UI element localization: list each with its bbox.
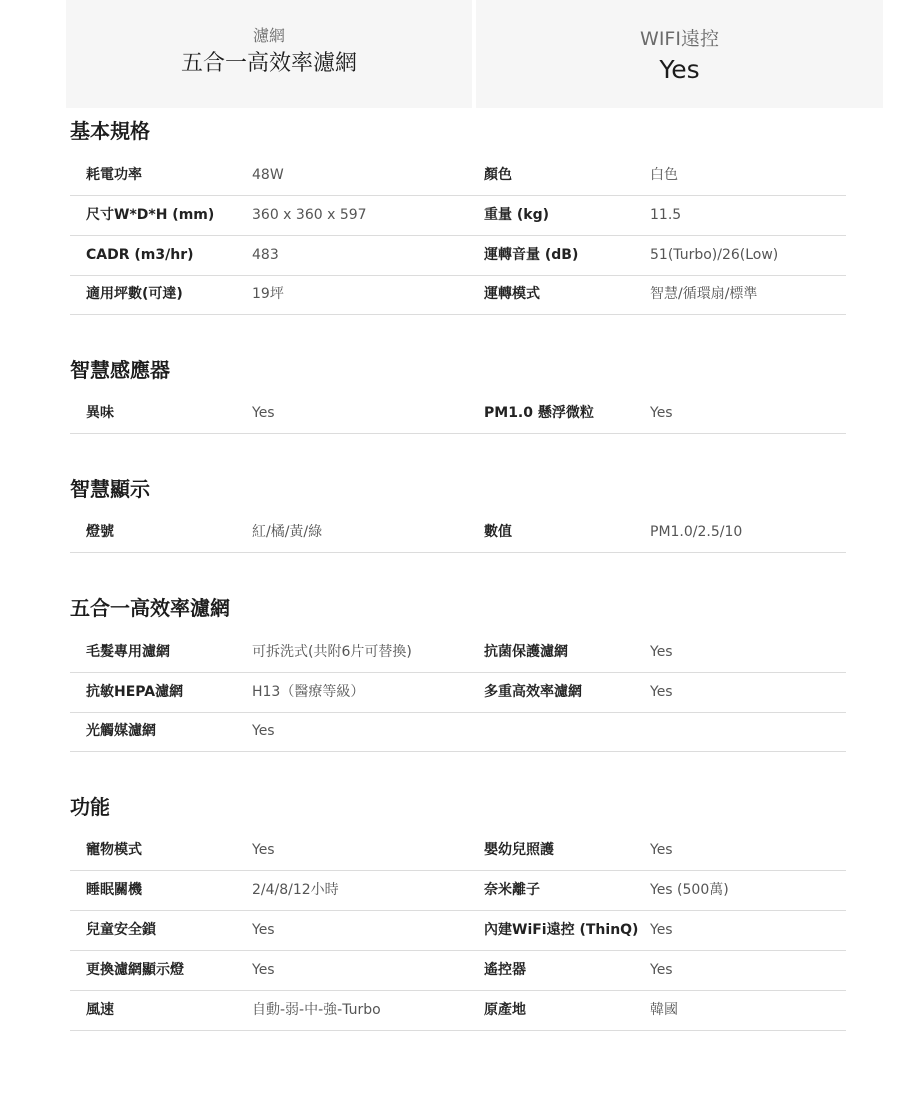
spec-key: CADR (m3/hr): [86, 247, 194, 263]
spec-value: Yes: [650, 962, 673, 978]
wifi-summary-card: [476, 0, 883, 108]
spec-key: 運轉音量 (dB): [484, 247, 579, 263]
spec-key: 尺寸W*D*H (mm): [86, 207, 215, 223]
spec-value: 48W: [252, 167, 284, 183]
section-title-basic-specs: 基本規格: [70, 119, 150, 143]
spec-row: [70, 950, 846, 991]
spec-value: Yes: [252, 405, 275, 421]
spec-row: [70, 274, 846, 315]
spec-value: 360 x 360 x 597: [252, 207, 367, 223]
spec-value: Yes: [650, 405, 673, 421]
spec-row: [70, 632, 846, 673]
spec-key: PM1.0 懸浮微粒: [484, 405, 594, 421]
section-title-filter: 五合一高效率濾網: [70, 596, 230, 620]
spec-row: [70, 512, 846, 553]
spec-row: [70, 195, 846, 236]
spec-key: 更換濾網顯示燈: [86, 962, 184, 978]
spec-key: 耗電功率: [86, 167, 142, 183]
spec-key: 異味: [86, 405, 114, 421]
spec-value: 自動-弱-中-強-Turbo: [252, 1002, 381, 1018]
spec-value: H13（醫療等級）: [252, 684, 365, 700]
spec-value: 51(Turbo)/26(Low): [650, 247, 779, 263]
spec-row: [70, 393, 846, 434]
spec-value: 2/4/8/12小時: [252, 882, 339, 898]
spec-key: 光觸媒濾網: [86, 723, 156, 739]
spec-value: Yes: [650, 644, 673, 660]
spec-value: Yes: [650, 684, 673, 700]
spec-row: [70, 155, 846, 196]
spec-value: PM1.0/2.5/10: [650, 524, 743, 540]
spec-key: 奈米離子: [484, 882, 540, 898]
wifi-label: WIFI遠控: [640, 28, 719, 50]
filter-value: 五合一高效率濾網: [180, 51, 357, 76]
spec-value: 白色: [650, 167, 678, 183]
spec-key: 原產地: [484, 1002, 526, 1018]
spec-value: 紅/橘/黃/綠: [252, 524, 323, 540]
spec-value: 可拆洗式(共附6片可替換): [252, 644, 412, 660]
spec-key: 遙控器: [484, 962, 526, 978]
spec-value: 11.5: [650, 207, 682, 223]
spec-row: [70, 672, 846, 713]
wifi-value: Yes: [659, 55, 700, 84]
spec-key: 抗敏HEPA濾網: [86, 684, 184, 700]
section-title-smart-sensor: 智慧感應器: [70, 358, 170, 382]
section-title-smart-display: 智慧顯示: [70, 477, 150, 501]
spec-value: Yes: [252, 962, 275, 978]
spec-value: 韓國: [650, 1002, 678, 1018]
spec-value: Yes: [252, 842, 275, 858]
spec-key: 睡眠關機: [86, 882, 142, 898]
filter-label: 濾網: [252, 26, 285, 45]
spec-value: 19坪: [252, 286, 284, 302]
spec-row: [70, 990, 846, 1031]
spec-key: 顏色: [484, 167, 512, 183]
spec-key: 燈號: [86, 524, 114, 540]
spec-value: Yes: [650, 842, 673, 858]
spec-key: 內建WiFi遠控 (ThinQ): [484, 922, 639, 938]
spec-key: 數值: [484, 524, 512, 540]
spec-value: Yes: [252, 723, 275, 739]
spec-key: 兒童安全鎖: [86, 922, 156, 938]
section-title-features: 功能: [70, 795, 110, 819]
spec-key: 多重高效率濾網: [484, 684, 582, 700]
spec-key: 重量 (kg): [484, 207, 550, 223]
spec-row: [70, 910, 846, 951]
spec-value: 483: [252, 247, 279, 263]
spec-key: 運轉模式: [484, 286, 540, 302]
spec-key: 風速: [86, 1002, 114, 1018]
spec-value: Yes: [650, 922, 673, 938]
spec-value: Yes: [252, 922, 275, 938]
spec-key: 適用坪數(可達): [86, 286, 183, 302]
spec-row: [70, 830, 846, 871]
spec-key: 寵物模式: [86, 842, 142, 858]
spec-row: [70, 711, 846, 752]
spec-row: [70, 235, 846, 276]
filter-summary-card: [66, 0, 472, 108]
spec-row: [70, 870, 846, 911]
spec-value: Yes (500萬): [650, 882, 729, 898]
spec-key: 毛髮專用濾網: [86, 644, 170, 660]
spec-key: 嬰幼兒照護: [484, 842, 554, 858]
spec-value: 智慧/循環扇/標準: [650, 286, 758, 302]
spec-key: 抗菌保護濾網: [484, 644, 568, 660]
